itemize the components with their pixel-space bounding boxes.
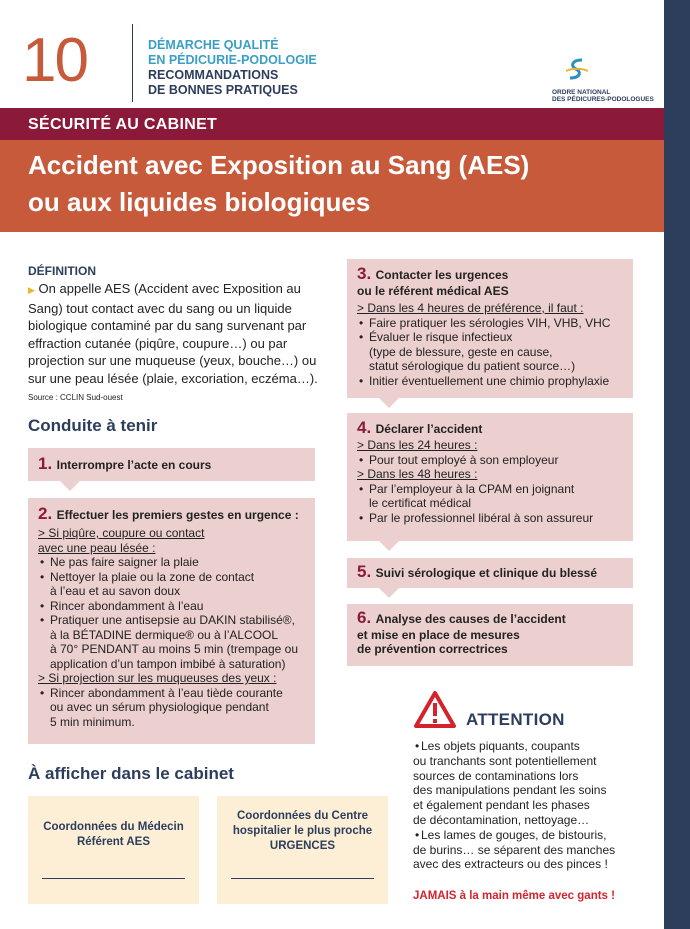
header-recommendations: RECOMMANDATIONS DE BONNES PRATIQUES	[148, 68, 298, 97]
afficher-heading: À afficher dans le cabinet	[28, 764, 234, 783]
step-3-box: 3. Contacter les urgences ou le référent médical AES > Dans les 4 heures de préférence, il faut : • Faire pratiquer les sérologies VIH, VHB, VHC • Évaluer le risque infectieux (type de blessure, geste en cause, statut sérologique du patient source…) • Initier éventuellement une chimio prophylaxie	[347, 259, 633, 398]
ordre-logo-icon	[562, 58, 592, 82]
triangle-bullet-icon: ▶	[28, 285, 35, 295]
step-2-box: 2. Effectuer les premiers gestes en urgence : > Si piqûre, coupure ou contact avec une peau lésée : • Ne pas faire saigner la plaie • Nettoyer la plaie ou la zone de contact à l’eau et au savon doux • Rincer abondamment à l’eau • Pratiquer une antisepsie au DAKIN stabilisé®, à la BÉTADINE dermique® ou à l’ALCOOL à 70° PENDANT au moins 5 min (trempage ou application d’un tampon imbibé à saturation) > Si projection sur les muqueuses des yeux : • Rincer abondamment à l’eau tiède courante ou avec un sérum physiologique pendant 5 min minimum.	[28, 498, 315, 744]
step-4-box: 4. Déclarer l’accident > Dans les 24 heures : • Pour tout employé à son employeur > Dans les 48 heures : • Par l’employeur à la CPAM en joignant le certificat médical • Par le professionnel libéral à son assureur	[347, 413, 633, 541]
step-5-box: 5. Suivi sérologique et clinique du blessé	[347, 558, 633, 588]
definition-heading: DÉFINITION	[28, 264, 96, 278]
attention-warning: JAMAIS à la main même avec gants !	[413, 890, 615, 902]
header-quality: DÉMARCHE QUALITÉ EN PÉDICURIE-PODOLOGIE	[148, 38, 317, 67]
card-centre-hospitalier: Coordonnées du Centre hospitalier le plus proche URGENCES	[217, 796, 388, 904]
attention-heading: ATTENTION	[466, 710, 565, 729]
ordre-logo: ORDRE NATIONAL DES PÉDICURES-PODOLOGUES	[552, 58, 656, 103]
warning-icon	[413, 690, 457, 730]
page-title: Accident avec Exposition au Sang (AES) ou aux liquides biologiques	[28, 150, 530, 217]
card-medecin-referent: Coordonnées du Médecin Référent AES	[28, 796, 199, 904]
step-1-box: 1. Interrompre l’acte en cours	[28, 448, 315, 481]
step-6-box: 6. Analyse des causes de l’accident et mise en place de mesures de prévention correctrices	[347, 604, 633, 666]
header-divider	[132, 24, 133, 102]
attention-body: • Les objets piquants, coupants ou tranchants sont potentiellement sources de contaminations lors des manipulations pendant les soins et également pendant les phases de décontamination, nettoyage… • Les lames de gouges, de bistouris, de burins… se séparent des manches avec des extracteurs ou des pinces !	[413, 739, 643, 872]
section-title: SÉCURITÉ AU CABINET	[28, 116, 218, 133]
conduite-heading: Conduite à tenir	[28, 416, 158, 435]
definition-body: ▶ On appelle AES (Accident avec Exposition au Sang) tout contact avec du sang ou un liquide biologique contaminé par du sang survenant par effraction cutanée (piqûre, coupure…) ou par projection sur une muqueuse (yeux, bouche…) ou sur une peau lésée (plaie, excoriation, eczéma…). Source : CCLIN Sud-ouest	[28, 281, 318, 402]
page-number: 10	[22, 26, 87, 95]
